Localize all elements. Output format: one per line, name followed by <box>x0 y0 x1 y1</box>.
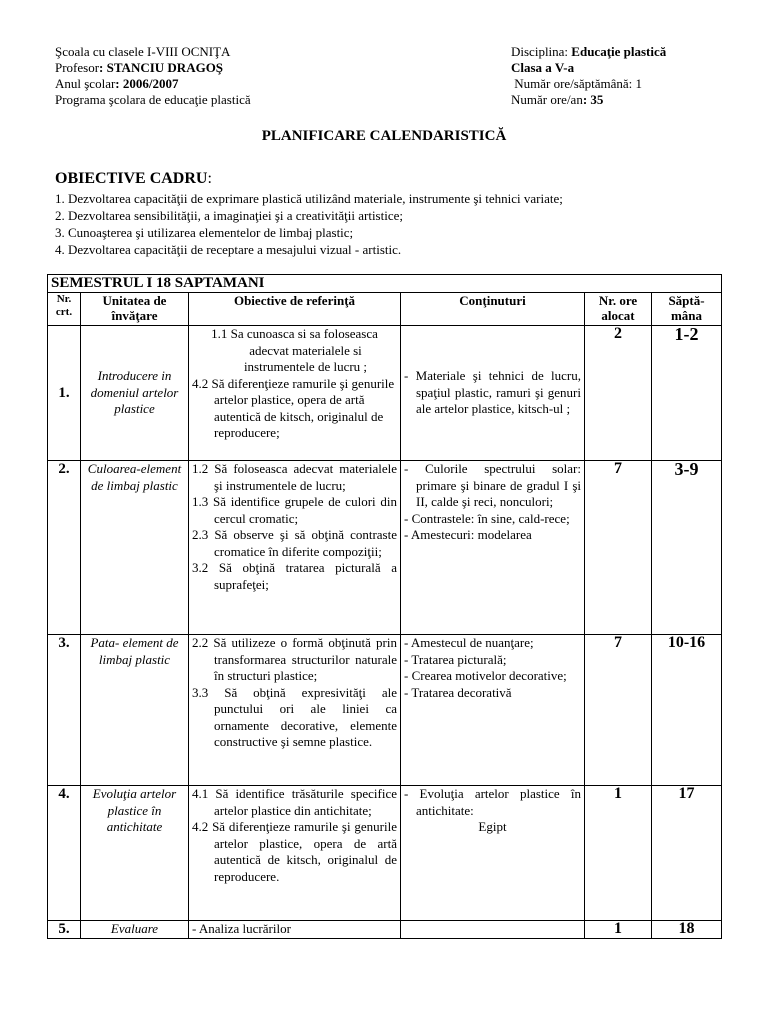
objectives-heading: OBIECTIVE CADRU: <box>55 170 212 187</box>
header-right <box>511 44 666 108</box>
row-hours: 1 <box>585 921 652 939</box>
row-week: 18 <box>652 921 722 939</box>
table-row <box>48 461 722 635</box>
row-week: 17 <box>652 786 722 921</box>
col-nr: Nr. crt. <box>48 293 81 326</box>
school-name: Şcoala cu clasele I-VIII OCNIŢA <box>55 44 231 59</box>
row-hours: 2 <box>585 326 652 461</box>
discipline-line: Disciplina: Educaţie plastică <box>511 44 667 59</box>
row-objectives: 4.1 Să identifice trăsăturile specifice artelor plastice din antichitate; 4.2 Să diferenţieze ramurile şi genurile artelor plastice, opera de artă autentică de kitsch, originalul de reproducere. <box>189 786 401 921</box>
row-hours: 7 <box>585 635 652 786</box>
row-contents: - Culorile spectrului solar: primare şi binare de gradul I şi II, calde şi reci, nonculori; - Contrastele: în sine, cald-rece; - Amestecuri: modelarea <box>401 461 585 635</box>
col-unit: Unitatea de învăţare <box>81 293 189 326</box>
row-hours: 7 <box>585 461 652 635</box>
row-nr: 3. <box>48 635 81 786</box>
row-nr: 1. <box>48 326 81 461</box>
row-week: 1-2 <box>652 326 722 461</box>
row-week: 10-16 <box>652 635 722 786</box>
row-week: 3-9 <box>652 461 722 635</box>
row-objectives: - Analiza lucrărilor <box>189 921 401 939</box>
school-year: : 2006/2007 <box>115 76 179 91</box>
row-objectives: 1.1 Sa cunoasca si sa foloseasca adecvat materialele si instrumentele de lucru ; 4.2 Să diferenţieze ramurile şi genurile artelor plastice, opera de artă autentică de kitsch, originalul de reproducere; <box>189 326 401 461</box>
objective-item: 1. Dezvoltarea capacităţii de exprimare plastică utilizând materiale, instrumente şi tehnici variate; <box>55 191 563 206</box>
row-nr: 4. <box>48 786 81 921</box>
row-nr: 2. <box>48 461 81 635</box>
row-unit: Introducere in domeniul artelor plastice <box>81 326 189 461</box>
hours-year-line: Număr ore/an: 35 <box>511 92 604 107</box>
row-contents <box>401 921 585 939</box>
col-objectives: Obiective de referinţă <box>189 293 401 326</box>
table-row <box>48 635 722 786</box>
objective-item: 4. Dezvoltarea capacităţii de receptare a mesajului vizual - artistic. <box>55 242 402 257</box>
semester-title: SEMESTRUL I 18 SAPTAMANI <box>48 275 722 293</box>
objective-item: 2. Dezvoltarea sensibilităţii, a imaginaţiei şi a creativităţii artistice; <box>55 208 403 223</box>
header-left <box>55 44 251 108</box>
semester-row <box>48 275 722 293</box>
row-contents: - Materiale şi tehnici de lucru, spaţiul plastic, ramuri şi genuri ale artelor plastice, kitsch-ul ; <box>401 326 585 461</box>
row-unit: Pata- element de limbaj plastic <box>81 635 189 786</box>
hours-week-line: Număr ore/săptămână: 1 <box>511 76 643 91</box>
row-unit: Evoluţia artelor plastice în antichitate <box>81 786 189 921</box>
row-contents: - Evoluţia artelor plastice în antichitate: Egipt <box>401 786 585 921</box>
table-header-row <box>48 293 722 326</box>
table-row <box>48 786 722 921</box>
teacher-line: Profesor: STANCIU DRAGOŞ <box>55 60 224 75</box>
row-objectives: 1.2 Să foloseasca adecvat materialele şi instrumentele de lucru; 1.3 Să identifice grupele de culori din cercul cromatic; 2.3 Să observe şi să obţină contraste cromatice în diferite compoziţii; 3.2 Să obţină tratarea picturală a suprafeţei; <box>189 461 401 635</box>
row-hours: 1 <box>585 786 652 921</box>
col-hours: Nr. ore alocat <box>585 293 652 326</box>
row-unit: Evaluare <box>81 921 189 939</box>
discipline: Educaţie plastică <box>571 44 667 59</box>
col-contents: Conţinuturi <box>401 293 585 326</box>
class-line: Clasa a V-a <box>511 60 575 75</box>
table-row <box>48 326 722 461</box>
row-unit: Culoarea-element de limbaj plastic <box>81 461 189 635</box>
program-line: Programa şcolara de educaţie plastică <box>55 92 251 107</box>
school-year-line: Anul şcolar: 2006/2007 <box>55 76 179 91</box>
table-row <box>48 921 722 939</box>
col-week: Săptă-mâna <box>652 293 722 326</box>
row-nr: 5. <box>48 921 81 939</box>
planning-table <box>47 274 722 939</box>
row-objectives: 2.2 Să utilizeze o formă obţinută prin transformarea structurilor naturale în structuri plastice; 3.3 Să obţină expresivităţi ale punctului ori ale liniei ca ornamente decorative, elemente constructive şi semne plastice. <box>189 635 401 786</box>
row-contents: - Amestecul de nuanţare; - Tratarea picturală; - Crearea motivelor decorative; - Tratarea decorativă <box>401 635 585 786</box>
objective-item: 3. Cunoaşterea şi utilizarea elementelor de limbaj plastic; <box>55 225 354 240</box>
page-title: PLANIFICARE CALENDARISTICĂ <box>261 128 507 144</box>
objectives-list <box>55 190 563 258</box>
teacher-name: : STANCIU DRAGOŞ <box>99 60 224 75</box>
